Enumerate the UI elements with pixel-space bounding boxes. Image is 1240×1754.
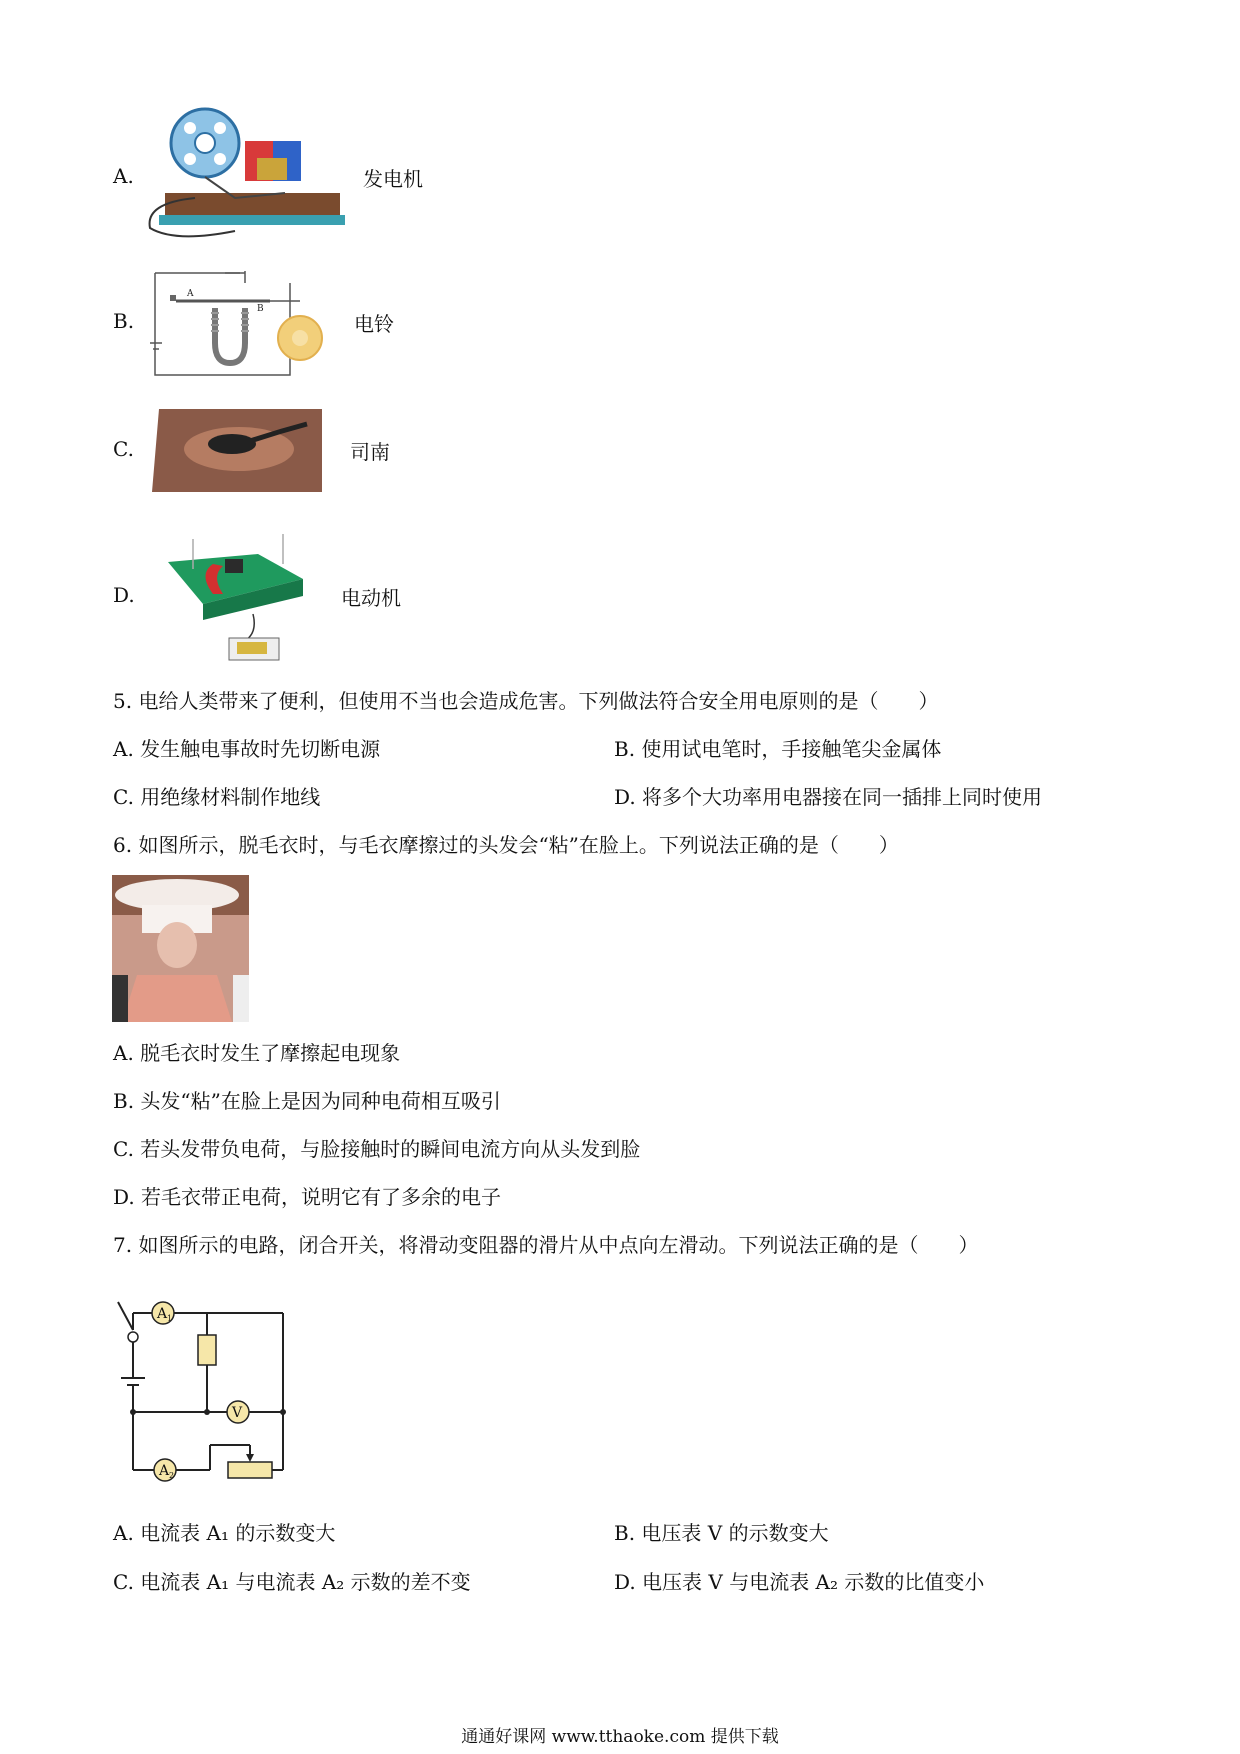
q5-option-b: B. 使用试电笔时，手接触笔尖金属体 [614,737,942,761]
q6-stem: 6. 如图所示，脱毛衣时，与毛衣摩擦过的头发会“粘”在脸上。下列说法正确的是（ ） [113,833,899,857]
option-d-label: 电动机 [341,586,401,610]
option-b-label: 电铃 [354,312,394,336]
q5-option-d: D. 将多个大功率用电器接在同一插排上同时使用 [614,785,1043,809]
q6-option-d: D. 若毛衣带正电荷，说明它有了多余的电子 [113,1185,502,1209]
q5-stem: 5. 电给人类带来了便利，但使用不当也会造成危害。下列做法符合安全用电原则的是（ ） [113,689,939,713]
motor-image [163,524,308,664]
bell-label-a: A [187,289,194,299]
ammeter-a1-subscript: 1 [167,1314,173,1323]
ammeter-a2-subscript: 2 [169,1471,175,1480]
sinan-compass-image [147,404,332,494]
voltmeter-symbol: V [232,1405,243,1421]
q6-option-a: A. 脱毛衣时发生了摩擦起电现象 [113,1041,401,1065]
bell-label-b: B [257,304,264,314]
option-a-label: 发电机 [363,167,423,191]
circuit-diagram [110,1290,295,1500]
q6-option-b: B. 头发“粘”在脸上是因为同种电荷相互吸引 [113,1089,501,1113]
page-footer: 通通好课网 www.tthaoke.com 提供下载 [461,1727,779,1747]
sweater-photo [112,875,249,1022]
electric-bell-diagram [145,263,335,378]
generator-image [145,103,345,243]
option-b-letter: B. [113,309,135,333]
q7-stem: 7. 如图所示的电路，闭合开关，将滑动变阻器的滑片从中点向左滑动。下列说法正确的是（ ） [113,1233,979,1257]
option-d-letter: D. [113,583,135,607]
q5-option-c: C. 用绝缘材料制作地线 [113,785,321,809]
q5-option-a: A. 发生触电事故时先切断电源 [113,737,381,761]
q7-option-b: B. 电压表 V 的示数变大 [614,1521,829,1545]
q7-option-d: D. 电压表 V 与电流表 A₂ 示数的比值变小 [614,1570,985,1594]
q7-option-a: A. 电流表 A₁ 的示数变大 [113,1521,336,1545]
option-a-letter: A. [113,164,134,188]
option-c-letter: C. [113,437,134,461]
ammeter-a2-symbol: A [159,1463,170,1479]
q6-option-c: C. 若头发带负电荷，与脸接触时的瞬间电流方向从头发到脸 [113,1137,641,1161]
option-c-label: 司南 [350,440,390,464]
ammeter-a1-symbol: A [157,1306,168,1322]
q7-option-c: C. 电流表 A₁ 与电流表 A₂ 示数的差不变 [113,1570,471,1594]
